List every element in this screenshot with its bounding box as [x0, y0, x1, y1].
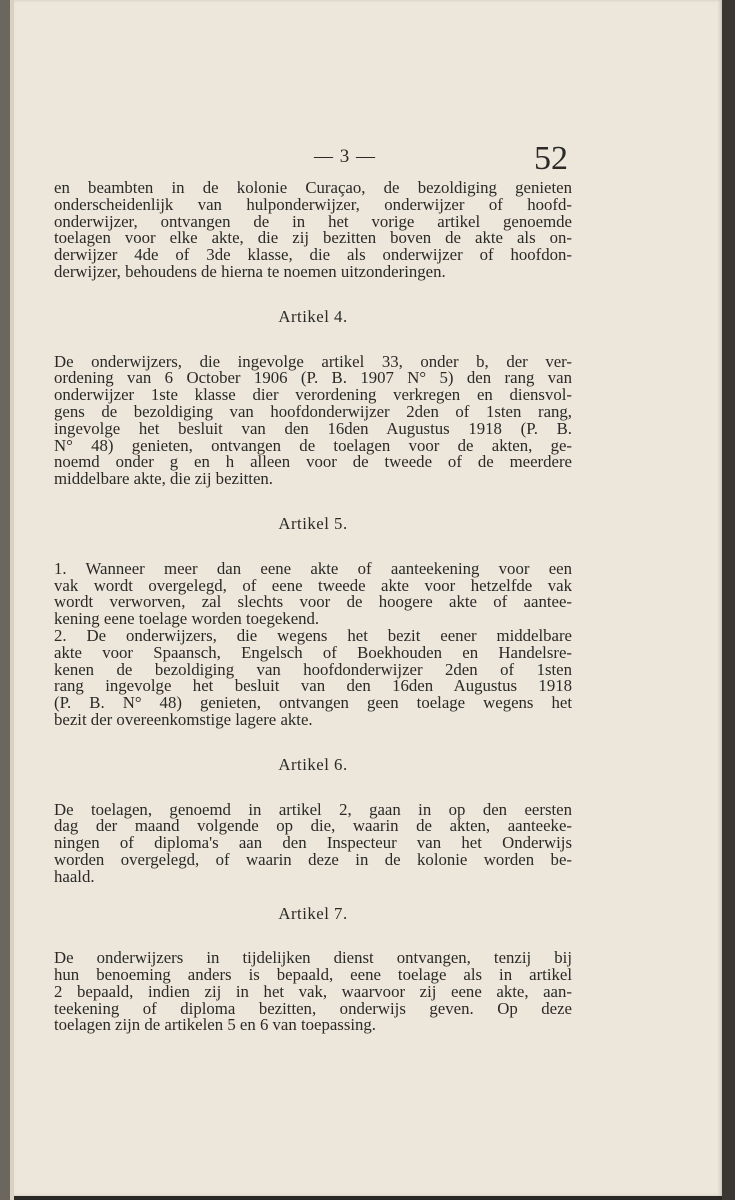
text-line: rang ingevolge het besluit van den 16den Augustus 1918	[54, 676, 572, 696]
text-line: 2 bepaald, indien zij in het vak, waarvoor zij eene akte, aan-	[54, 981, 572, 1001]
text-line: 1. Wanneer meer dan eene akte of aanteekening voor een	[54, 558, 572, 578]
text-line: ingevolge het besluit van den 16den Augustus 1918 (P. B.	[54, 418, 572, 438]
text-line: derwijzer, behoudens de hierna te noemen uitzonderingen.	[54, 261, 446, 281]
text-line: akte voor Spaansch, Engelsch of Boekhouden en Handelsre-	[54, 642, 572, 662]
text-line: worden overgelegd, of waarin deze in de kolonie worden be-	[54, 849, 572, 869]
text-line: N° 48) genieten, ontvangen de toelagen voor de akten, ge-	[54, 435, 572, 455]
article-6-heading: Artikel 6.	[278, 754, 348, 774]
text-line: middelbare akte, die zij bezitten.	[54, 469, 273, 489]
text-line: (P. B. N° 48) genieten, ontvangen geen toelage wegens het	[54, 693, 572, 713]
intro-paragraph	[54, 180, 572, 281]
article-5-heading: Artikel 5.	[278, 513, 348, 533]
article-4-paragraph	[54, 351, 572, 489]
text-line: onderscheidenlijk van hulponderwijzer, onderwijzer of hoofd-	[54, 194, 572, 214]
text-line: ningen of diploma's aan den Inspecteur van het Onderwijs	[54, 833, 572, 853]
document-body	[54, 180, 572, 1034]
text-line: kening eene toelage worden toegekend.	[54, 609, 320, 629]
article-4-heading: Artikel 4.	[278, 306, 348, 326]
text-line: dag der maand volgende op die, waarin de akten, aanteeke-	[54, 816, 572, 836]
text-line: De onderwijzers in tijdelijken dienst ontvangen, tenzij bij	[54, 948, 572, 968]
text-line: 2. De onderwijzers, die wegens het bezit eener middelbare	[54, 625, 572, 645]
text-line: De onderwijzers, die ingevolge artikel 33, onder b, der ver-	[54, 351, 572, 371]
text-line: hun benoeming anders is bepaald, eene toelage als in artikel	[54, 965, 572, 985]
article-6-paragraph	[54, 799, 572, 886]
folio-number: 52	[534, 140, 568, 177]
text-line: onderwijzer, ontvangen de in het vorige artikel genoemde	[54, 211, 572, 231]
document-page	[14, 0, 722, 1196]
text-line: teekening of diploma bezitten, onderwijs geven. Op deze	[54, 998, 572, 1018]
scan-right-edge	[722, 0, 735, 1200]
text-line: haald.	[54, 866, 95, 886]
scan-left-edge	[0, 0, 10, 1200]
text-line: ordening van 6 October 1906 (P. B. 1907 N° 5) den rang van	[54, 368, 572, 388]
text-line: wordt verworven, zal slechts voor de hoogere akte of aantee-	[54, 592, 572, 612]
text-line: derwijzer 4de of 3de klasse, die als onderwijzer of hoofdon-	[54, 245, 572, 265]
article-7-paragraph	[54, 950, 572, 1034]
text-line: onderwijzer 1ste klasse dier verordening verkregen en diensvol-	[54, 385, 572, 405]
text-line: De toelagen, genoemd in artikel 2, gaan in op den eersten	[54, 799, 572, 819]
page-number: — 3 —	[314, 146, 376, 167]
text-line: gens de bezoldiging van hoofdonderwijzer 2den of 1sten rang,	[54, 401, 572, 421]
text-line: toelagen voor elke akte, die zij bezitten boven de akte als on-	[54, 228, 572, 248]
article-5-paragraph-2	[54, 625, 572, 729]
text-line: bezit der overeenkomstige lagere akte.	[54, 709, 313, 729]
text-line: kenen de bezoldiging van hoofdonderwijzer 2den of 1sten	[54, 659, 572, 679]
article-7-heading: Artikel 7.	[278, 903, 348, 923]
text-line: vak wordt overgelegd, of eene tweede akte voor hetzelfde vak	[54, 575, 572, 595]
text-line: en beambten in de kolonie Curaçao, de bezoldiging genieten	[54, 178, 572, 197]
text-line: noemd onder g en h alleen voor de tweede of de meerdere	[54, 452, 572, 472]
article-5-paragraph-1	[54, 558, 572, 629]
text-line: toelagen zijn de artikelen 5 en 6 van toepassing.	[54, 1015, 376, 1035]
